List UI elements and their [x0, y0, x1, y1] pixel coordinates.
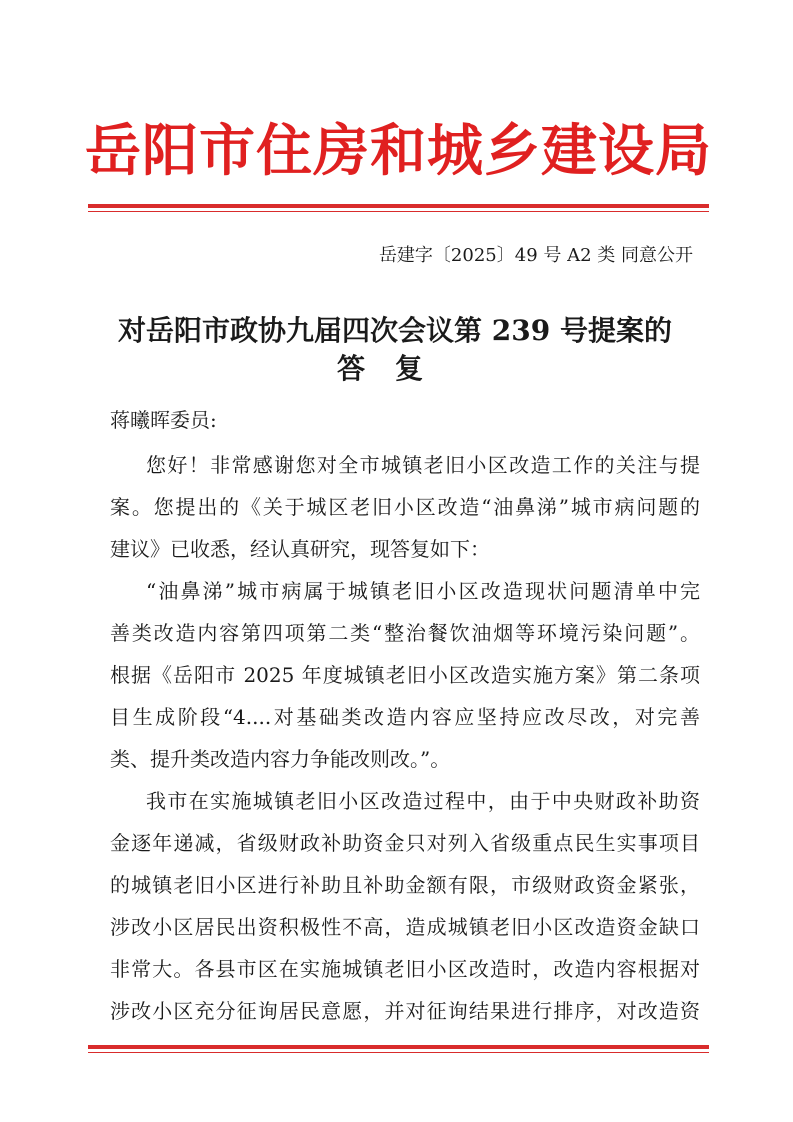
paragraph-line: 非常大。各县市区在实施城镇老旧小区改造时，改造内容根据对	[110, 957, 700, 981]
paragraph-line: 我市在实施城镇老旧小区改造过程中，由于中央财政补助资	[146, 789, 700, 813]
letterhead-top-rule	[88, 204, 709, 212]
paragraph-line: 根据《岳阳市 2025 年度城镇老旧小区改造实施方案》第二条项	[110, 663, 700, 687]
paragraph-line: 您好！非常感谢您对全市城镇老旧小区改造工作的关注与提	[146, 453, 700, 477]
paragraph-line: 建议》已收悉，经认真研究，现答复如下：	[110, 537, 490, 561]
paragraph-line: 的城镇老旧小区进行补助且补助金额有限，市级财政资金紧张，	[110, 873, 700, 897]
document-number: 岳建字〔2025〕49 号 A2 类 同意公开	[378, 245, 693, 266]
paragraph-line: 善类改造内容第四项第二类“整治餐饮油烟等环境污染问题”。	[110, 621, 700, 645]
document-title-line-2: 答复	[336, 352, 453, 385]
footer-rule	[88, 1045, 709, 1053]
paragraph-line: 类、提升类改造内容力争能改则改。”。	[110, 747, 451, 771]
paragraph-line: 目生成阶段“4....对基础类改造内容应坚持应改尽改，对完善	[110, 705, 700, 729]
salutation: 蒋曦晖委员:	[110, 408, 217, 432]
letterhead-title: 岳阳市住房和城乡建设局	[85, 119, 712, 184]
paragraph-line: 金逐年递减，省级财政补助资金只对列入省级重点民生实事项目	[110, 831, 700, 855]
paragraph-line: 涉改小区居民出资积极性不高，造成城镇老旧小区改造资金缺口	[110, 915, 700, 939]
paragraph-line: 案。您提出的《关于城区老旧小区改造“油鼻涕”城市病问题的	[110, 495, 700, 519]
paragraph-line: “油鼻涕”城市病属于城镇老旧小区改造现状问题清单中完	[146, 579, 700, 603]
document-title-line-1: 对岳阳市政协九届四次会议第 239 号提案的	[118, 314, 672, 347]
paragraph-line: 涉改小区充分征询居民意愿，并对征询结果进行排序，对改造资	[110, 999, 700, 1023]
